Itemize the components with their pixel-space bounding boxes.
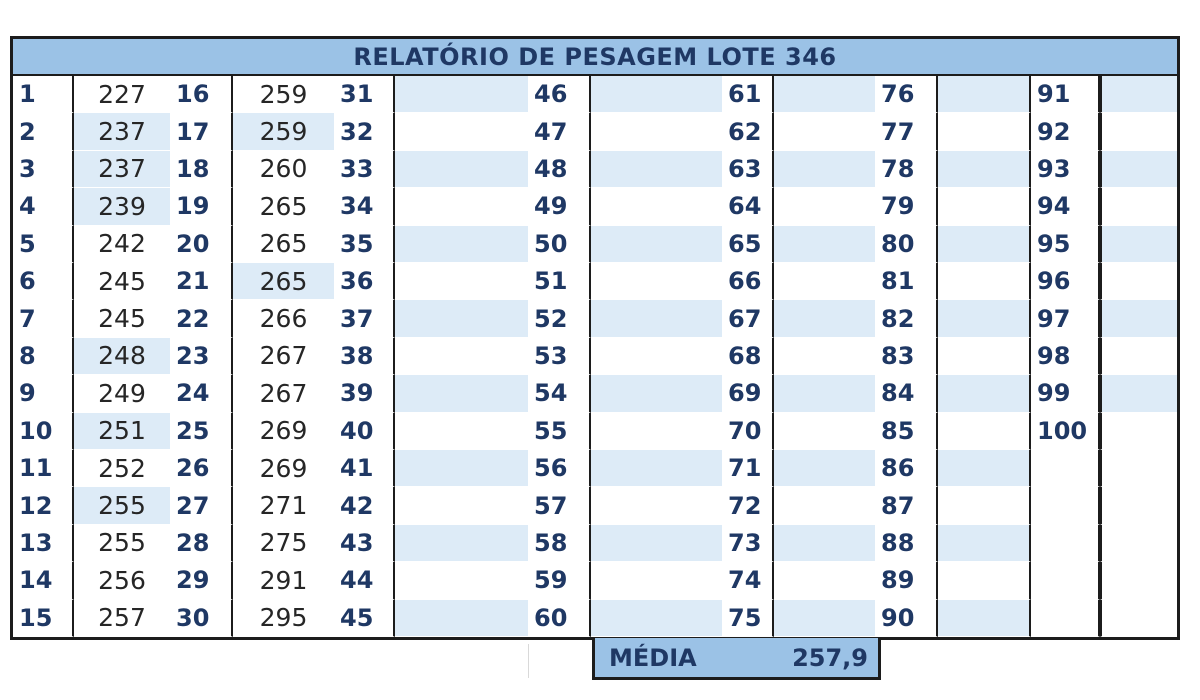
weight-value bbox=[938, 151, 1031, 188]
item-number: 48 bbox=[528, 151, 591, 188]
item-number: 87 bbox=[875, 487, 938, 524]
weight-value bbox=[591, 300, 722, 337]
item-number: 9 bbox=[13, 375, 74, 412]
weight-value: 237 bbox=[74, 151, 170, 188]
weight-value bbox=[774, 375, 875, 412]
item-number: 38 bbox=[334, 338, 395, 375]
item-number: 2 bbox=[13, 113, 74, 150]
weight-value bbox=[591, 263, 722, 300]
weight-value: 265 bbox=[233, 188, 334, 225]
weight-value bbox=[591, 151, 722, 188]
weight-value: 260 bbox=[233, 151, 334, 188]
weight-value: 259 bbox=[233, 113, 334, 150]
weight-value: 239 bbox=[74, 188, 170, 225]
item-number: 57 bbox=[528, 487, 591, 524]
item-number: 89 bbox=[875, 562, 938, 599]
report-title: RELATÓRIO DE PESAGEM LOTE 346 bbox=[13, 39, 1177, 76]
item-number: 58 bbox=[528, 525, 591, 562]
weight-value bbox=[774, 413, 875, 450]
item-number: 75 bbox=[722, 600, 774, 637]
item-number: 40 bbox=[334, 413, 395, 450]
weight-value: 249 bbox=[74, 375, 170, 412]
weight-value bbox=[774, 226, 875, 263]
item-number: 1 bbox=[13, 76, 74, 113]
item-number: 64 bbox=[722, 188, 774, 225]
weight-value bbox=[591, 188, 722, 225]
item-number: 94 bbox=[1031, 188, 1100, 225]
item-number: 72 bbox=[722, 487, 774, 524]
item-number bbox=[1031, 525, 1100, 562]
weight-value bbox=[395, 113, 528, 150]
weight-value bbox=[1100, 151, 1177, 188]
weight-value bbox=[395, 188, 528, 225]
item-number bbox=[1031, 562, 1100, 599]
weight-value bbox=[1100, 113, 1177, 150]
item-number: 100 bbox=[1031, 413, 1100, 450]
item-number: 17 bbox=[170, 113, 233, 150]
item-number: 77 bbox=[875, 113, 938, 150]
item-number: 59 bbox=[528, 562, 591, 599]
weight-value bbox=[938, 375, 1031, 412]
weight-value bbox=[591, 226, 722, 263]
average-label: MÉDIA bbox=[609, 643, 697, 672]
weight-value bbox=[938, 226, 1031, 263]
weight-value bbox=[395, 600, 528, 637]
weight-value: 269 bbox=[233, 413, 334, 450]
weight-value bbox=[774, 600, 875, 637]
weight-value bbox=[774, 487, 875, 524]
weight-value bbox=[1100, 338, 1177, 375]
weight-value bbox=[774, 113, 875, 150]
item-number: 93 bbox=[1031, 151, 1100, 188]
item-number: 70 bbox=[722, 413, 774, 450]
item-number: 51 bbox=[528, 263, 591, 300]
weight-value bbox=[591, 413, 722, 450]
item-number: 47 bbox=[528, 113, 591, 150]
weight-value: 259 bbox=[233, 76, 334, 113]
item-number: 15 bbox=[13, 600, 74, 637]
weight-value: 242 bbox=[74, 226, 170, 263]
item-number: 25 bbox=[170, 413, 233, 450]
weight-value bbox=[395, 226, 528, 263]
weight-value bbox=[774, 263, 875, 300]
weight-value bbox=[1100, 263, 1177, 300]
item-number: 49 bbox=[528, 188, 591, 225]
item-number bbox=[1031, 487, 1100, 524]
item-number: 52 bbox=[528, 300, 591, 337]
item-number: 96 bbox=[1031, 263, 1100, 300]
item-number bbox=[1031, 450, 1100, 487]
weight-value bbox=[591, 375, 722, 412]
item-number: 22 bbox=[170, 300, 233, 337]
weight-value bbox=[591, 487, 722, 524]
item-number: 16 bbox=[170, 76, 233, 113]
item-number: 34 bbox=[334, 188, 395, 225]
item-number: 45 bbox=[334, 600, 395, 637]
item-number: 62 bbox=[722, 113, 774, 150]
weight-value: 256 bbox=[74, 562, 170, 599]
weight-value: 245 bbox=[74, 300, 170, 337]
weight-value bbox=[1100, 450, 1177, 487]
weight-value: 245 bbox=[74, 263, 170, 300]
item-number: 76 bbox=[875, 76, 938, 113]
weight-value bbox=[1100, 525, 1177, 562]
weight-value bbox=[591, 450, 722, 487]
item-number: 85 bbox=[875, 413, 938, 450]
weight-value bbox=[774, 188, 875, 225]
item-number: 56 bbox=[528, 450, 591, 487]
item-number bbox=[1031, 600, 1100, 637]
weight-value bbox=[1100, 76, 1177, 113]
item-number: 30 bbox=[170, 600, 233, 637]
item-number: 33 bbox=[334, 151, 395, 188]
weighing-report-table bbox=[10, 36, 1180, 640]
item-number: 18 bbox=[170, 151, 233, 188]
weight-value bbox=[591, 338, 722, 375]
weight-value bbox=[395, 413, 528, 450]
weight-value bbox=[591, 525, 722, 562]
item-number: 36 bbox=[334, 263, 395, 300]
item-number: 68 bbox=[722, 338, 774, 375]
weight-value bbox=[395, 450, 528, 487]
weight-value bbox=[938, 188, 1031, 225]
item-number: 41 bbox=[334, 450, 395, 487]
weight-value bbox=[938, 525, 1031, 562]
weight-value bbox=[395, 525, 528, 562]
item-number: 82 bbox=[875, 300, 938, 337]
average-summary bbox=[592, 638, 881, 680]
item-number: 21 bbox=[170, 263, 233, 300]
item-number: 50 bbox=[528, 226, 591, 263]
item-number: 4 bbox=[13, 188, 74, 225]
weight-value bbox=[1100, 375, 1177, 412]
item-number: 8 bbox=[13, 338, 74, 375]
weight-value bbox=[774, 525, 875, 562]
item-number: 27 bbox=[170, 487, 233, 524]
weight-value: 267 bbox=[233, 338, 334, 375]
item-number: 90 bbox=[875, 600, 938, 637]
item-number: 24 bbox=[170, 375, 233, 412]
weight-value: 255 bbox=[74, 487, 170, 524]
weight-value bbox=[774, 338, 875, 375]
weight-value bbox=[774, 151, 875, 188]
item-number: 99 bbox=[1031, 375, 1100, 412]
weight-value bbox=[1100, 413, 1177, 450]
item-number: 61 bbox=[722, 76, 774, 113]
weight-value bbox=[591, 76, 722, 113]
weight-value bbox=[774, 300, 875, 337]
weight-value bbox=[1100, 487, 1177, 524]
item-number: 54 bbox=[528, 375, 591, 412]
weight-value bbox=[395, 263, 528, 300]
item-number: 11 bbox=[13, 450, 74, 487]
item-number: 29 bbox=[170, 562, 233, 599]
weight-value bbox=[591, 600, 722, 637]
item-number: 44 bbox=[334, 562, 395, 599]
weight-value bbox=[591, 562, 722, 599]
weight-value: 269 bbox=[233, 450, 334, 487]
weight-value bbox=[938, 263, 1031, 300]
item-number: 81 bbox=[875, 263, 938, 300]
weight-value bbox=[395, 300, 528, 337]
item-number: 19 bbox=[170, 188, 233, 225]
item-number: 23 bbox=[170, 338, 233, 375]
average-value: 257,9 bbox=[792, 643, 868, 672]
item-number: 98 bbox=[1031, 338, 1100, 375]
item-number: 63 bbox=[722, 151, 774, 188]
weight-value: 265 bbox=[233, 263, 334, 300]
weight-value bbox=[938, 113, 1031, 150]
weight-value bbox=[395, 562, 528, 599]
weight-value bbox=[938, 338, 1031, 375]
item-number: 43 bbox=[334, 525, 395, 562]
weight-value bbox=[1100, 562, 1177, 599]
item-number: 14 bbox=[13, 562, 74, 599]
weight-value bbox=[395, 151, 528, 188]
weight-value: 271 bbox=[233, 487, 334, 524]
weight-value: 251 bbox=[74, 413, 170, 450]
weight-value bbox=[938, 413, 1031, 450]
weight-value bbox=[938, 487, 1031, 524]
item-number: 67 bbox=[722, 300, 774, 337]
item-number: 84 bbox=[875, 375, 938, 412]
item-number: 86 bbox=[875, 450, 938, 487]
weight-value: 248 bbox=[74, 338, 170, 375]
item-number: 26 bbox=[170, 450, 233, 487]
item-number: 74 bbox=[722, 562, 774, 599]
weight-value bbox=[1100, 600, 1177, 637]
weight-value bbox=[774, 76, 875, 113]
weight-value bbox=[938, 300, 1031, 337]
weight-value: 295 bbox=[233, 600, 334, 637]
item-number: 31 bbox=[334, 76, 395, 113]
item-number: 20 bbox=[170, 226, 233, 263]
weight-value: 227 bbox=[74, 76, 170, 113]
item-number: 3 bbox=[13, 151, 74, 188]
item-number: 12 bbox=[13, 487, 74, 524]
item-number: 83 bbox=[875, 338, 938, 375]
item-number: 95 bbox=[1031, 226, 1100, 263]
weight-value bbox=[938, 600, 1031, 637]
item-number: 65 bbox=[722, 226, 774, 263]
item-number: 97 bbox=[1031, 300, 1100, 337]
item-number: 66 bbox=[722, 263, 774, 300]
item-number: 71 bbox=[722, 450, 774, 487]
weight-value bbox=[1100, 188, 1177, 225]
item-number: 88 bbox=[875, 525, 938, 562]
weight-value bbox=[774, 450, 875, 487]
weight-value bbox=[774, 562, 875, 599]
divider bbox=[528, 644, 529, 678]
item-number: 32 bbox=[334, 113, 395, 150]
weight-value: 291 bbox=[233, 562, 334, 599]
item-number: 78 bbox=[875, 151, 938, 188]
weight-value bbox=[938, 562, 1031, 599]
weighing-grid bbox=[13, 76, 1177, 637]
item-number: 13 bbox=[13, 525, 74, 562]
item-number: 37 bbox=[334, 300, 395, 337]
item-number: 39 bbox=[334, 375, 395, 412]
item-number: 7 bbox=[13, 300, 74, 337]
item-number: 35 bbox=[334, 226, 395, 263]
item-number: 6 bbox=[13, 263, 74, 300]
weight-value: 267 bbox=[233, 375, 334, 412]
item-number: 79 bbox=[875, 188, 938, 225]
item-number: 55 bbox=[528, 413, 591, 450]
weight-value bbox=[938, 450, 1031, 487]
item-number: 80 bbox=[875, 226, 938, 263]
item-number: 60 bbox=[528, 600, 591, 637]
weight-value bbox=[395, 375, 528, 412]
weight-value bbox=[1100, 226, 1177, 263]
weight-value: 265 bbox=[233, 226, 334, 263]
weight-value bbox=[395, 76, 528, 113]
weight-value: 275 bbox=[233, 525, 334, 562]
weight-value bbox=[1100, 300, 1177, 337]
item-number: 10 bbox=[13, 413, 74, 450]
item-number: 46 bbox=[528, 76, 591, 113]
item-number: 69 bbox=[722, 375, 774, 412]
item-number: 92 bbox=[1031, 113, 1100, 150]
item-number: 28 bbox=[170, 525, 233, 562]
weight-value bbox=[395, 338, 528, 375]
weight-value: 237 bbox=[74, 113, 170, 150]
weight-value bbox=[938, 76, 1031, 113]
item-number: 42 bbox=[334, 487, 395, 524]
weight-value bbox=[591, 113, 722, 150]
weight-value bbox=[395, 487, 528, 524]
weight-value: 252 bbox=[74, 450, 170, 487]
weight-value: 255 bbox=[74, 525, 170, 562]
weight-value: 257 bbox=[74, 600, 170, 637]
item-number: 91 bbox=[1031, 76, 1100, 113]
item-number: 53 bbox=[528, 338, 591, 375]
item-number: 5 bbox=[13, 226, 74, 263]
weight-value: 266 bbox=[233, 300, 334, 337]
item-number: 73 bbox=[722, 525, 774, 562]
